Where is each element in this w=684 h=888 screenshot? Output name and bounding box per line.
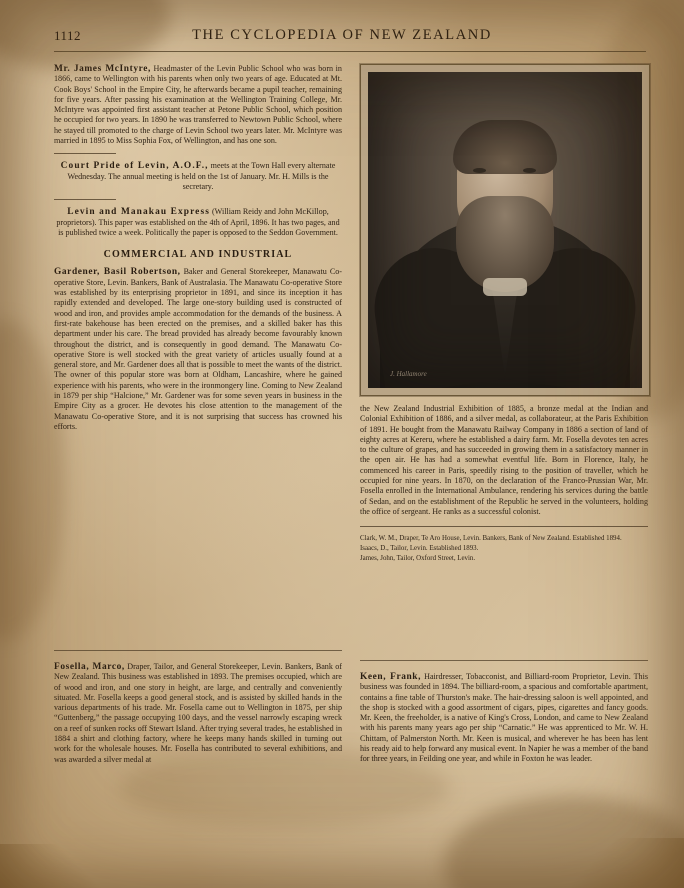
portrait-signature: J. Hallamore — [390, 370, 427, 378]
article-divider — [54, 199, 116, 200]
list-item: Clark, W. M., Draper, Te Aro House, Levin. Bankers, Bank of New Zealand. Established 1894. — [360, 535, 622, 543]
article-body: (William Reidy and John McKillop, proprietors). This paper was established on the 4th of April, 1896. It has two pages, and is published twice a week. Politically the paper is opposed to the Seddon Government. — [56, 207, 340, 237]
article-headword: Fosella, Marco, — [54, 662, 125, 672]
right-column-lower — [360, 672, 648, 772]
masthead-title: THE CYCLOPEDIA OF NEW ZEALAND — [192, 27, 492, 43]
column-divider — [54, 650, 342, 651]
article-headword: Gardener, Basil Robertson, — [54, 267, 181, 278]
page-header — [26, 22, 658, 52]
article-keen — [360, 672, 648, 765]
article-body: Hairdresser, Tobacconist, and Billiard-room Proprietor, Levin. This business was founded in 1894. The billiard-room, a spacious and comfortable apartment, contains a fine table of Thurston's make. The hair-dressing saloon is well appointed, and the shop is stocked with a good assortment of cigars, pipes, cigarettes and fancy goods. Mr. Keen, the freeholder, is a native of King's Cross, London, and came to New Zealand with his parents many years ago per ship “Carnatic.” He was apprenticed to Mr. W. H. Chittam, of Palmerston North. Mr. Keen is musical, and wherever he has been has lent his ready aid to help forward any musical event. In Napier he was a member of the band for three years, in Feilding one year, and while in Foxton he was leader. — [360, 672, 648, 764]
article-gardener — [54, 267, 342, 432]
article-mcintyre — [54, 64, 342, 146]
article-headword: Levin and Manakau Express — [67, 207, 210, 218]
article-express — [54, 207, 342, 238]
article-divider — [54, 153, 116, 154]
article-fosella — [54, 662, 342, 765]
left-column-lower — [54, 662, 342, 772]
article-court-pride — [54, 161, 342, 192]
header-rule — [54, 51, 646, 52]
page-body — [26, 22, 658, 858]
article-body: meets at the Town Hall every alternate Wednesday. The annual meeting is held on the 1st of January. Mr. H. Mills is the secretary. — [67, 161, 336, 191]
portrait-vignette — [368, 72, 642, 388]
article-body: the New Zealand Industrial Exhibition of 1885, a bronze medal at the Indian and Colonial Exhibition of 1886, and a silver medal, as collaborateur, at the Paris Exhibition of 1891. He bought from the Manawatu Railway Company in 1886 a section of land of eighty acres at Kereru, where he established a dairy farm. Mr. Fosella devotes ten acres to the culture of grapes, and has succeeded in growing them in a satisfactory manner in the open air. He has had a somewhat eventful life. Born in Florence, Italy, he commenced his career in Paris, speedily rising to the position of traveller, which he occupied for nine years. In 1870, on the declaration of the Franco-Prussian War, Mr. Fosella enrolled in the International Ambulance, rendering his services during the battle of Sedan, and on the establishment of the Republic he served in the volunteers, holding the office of sergeant. He ranks as a successful colonist. — [360, 404, 648, 516]
two-column-layout — [54, 64, 648, 858]
article-body: Draper, Tailor, and General Storekeeper, Levin. Bankers, Bank of New Zealand. This business was established in 1893. The premises occupied, which are of wood and iron, and one story in height, are large, and centrally and conveniently situated. Mr. Fosella keeps a good general stock, and is assisted by skilled hands in the various departments of his trade. Mr. Fosella came out to Wellington in 1875, per ship “Guttenberg,” the passage occupying 100 days, and the vessel narrowly escaping wreck on a reef of sunken rocks off Stewart Island. After trying several trades, he established in 1884 a shirt and clothing factory, where he keeps many hands skilled in turning out work for the wholesale houses. Mr. Fosella has contributed to several exhibitions, and was awarded a silver medal at — [54, 662, 343, 764]
section-heading: COMMERCIAL AND INDUSTRIAL — [103, 249, 293, 261]
article-headword: Court Pride of Levin, A.O.F., — [60, 161, 209, 172]
article-headword: Keen, Frank, — [360, 672, 422, 682]
left-column — [54, 64, 342, 439]
article-body: Headmaster of the Levin Public School who was born in 1866, came to Wellington with his parents when only two years of age. Educated at Mt. Cook Boys' School in the Empire City, he afterwards became a pupil teacher, remaining for five years. After passing his examination at the Wellington Training College, Mr. McIntyre was appointed first assistant teacher at Petone Public School, which position he occupied for two years. In 1890 he was transferred to Newtown Public School, where he stayed till promoted to the charge of Levin School two years later. Mr. McIntyre was married in 1895 to Miss Sophia Fox, of Wellington, and has one son. — [54, 64, 342, 146]
column-divider — [360, 660, 648, 661]
list-item: Isaacs, D., Tailor, Levin. Established 1893. — [360, 545, 479, 553]
portrait-frame — [360, 64, 650, 396]
article-fosella-continued — [360, 404, 648, 517]
right-column-upper — [360, 404, 648, 566]
article-body: Baker and General Storekeeper, Manawatu Co-operative Store, Levin. Bankers, Bank of Australasia. The Manawatu Co-operative Store was established by its enterprising proprietor in 1891, and since its inception it has rapidly extended and developed. The large one-story building used is constructed of wood and iron, and provides ample accommodation for the demands of the business. A first-rate bakehouse has been erected on the premises, and a skilled baker has this department under his care. The bread provided has already become favourably known throughout the district, and is consequently in good demand. The Manawatu Co-operative Store is well stocked with the great variety of articles usually found at a general store, and Mr. Gardener does all that is possible to meet the wants of the district. The owner of this popular store was born at Oldham, Lancashire, where he gained experience with his parents, who were in the ironmongery line. Coming to New Zealand in 1879 per ship “Halcione,” Mr. Gardener was for some seven years in business in the Empire City as a grocer. He devotes his close attention to the management of the Manawatu Co-operative Store, and it is not surprising that success has crowned his efforts. — [54, 267, 342, 431]
article-headword: Mr. James McIntyre, — [54, 64, 151, 74]
reference-divider — [360, 526, 648, 527]
list-item: James, John, Tailor, Oxford Street, Levin. — [360, 555, 476, 563]
portrait-photo — [368, 72, 642, 388]
reference-list — [360, 535, 648, 564]
portrait-figure — [360, 64, 648, 396]
page-number: 1112 — [54, 28, 82, 43]
